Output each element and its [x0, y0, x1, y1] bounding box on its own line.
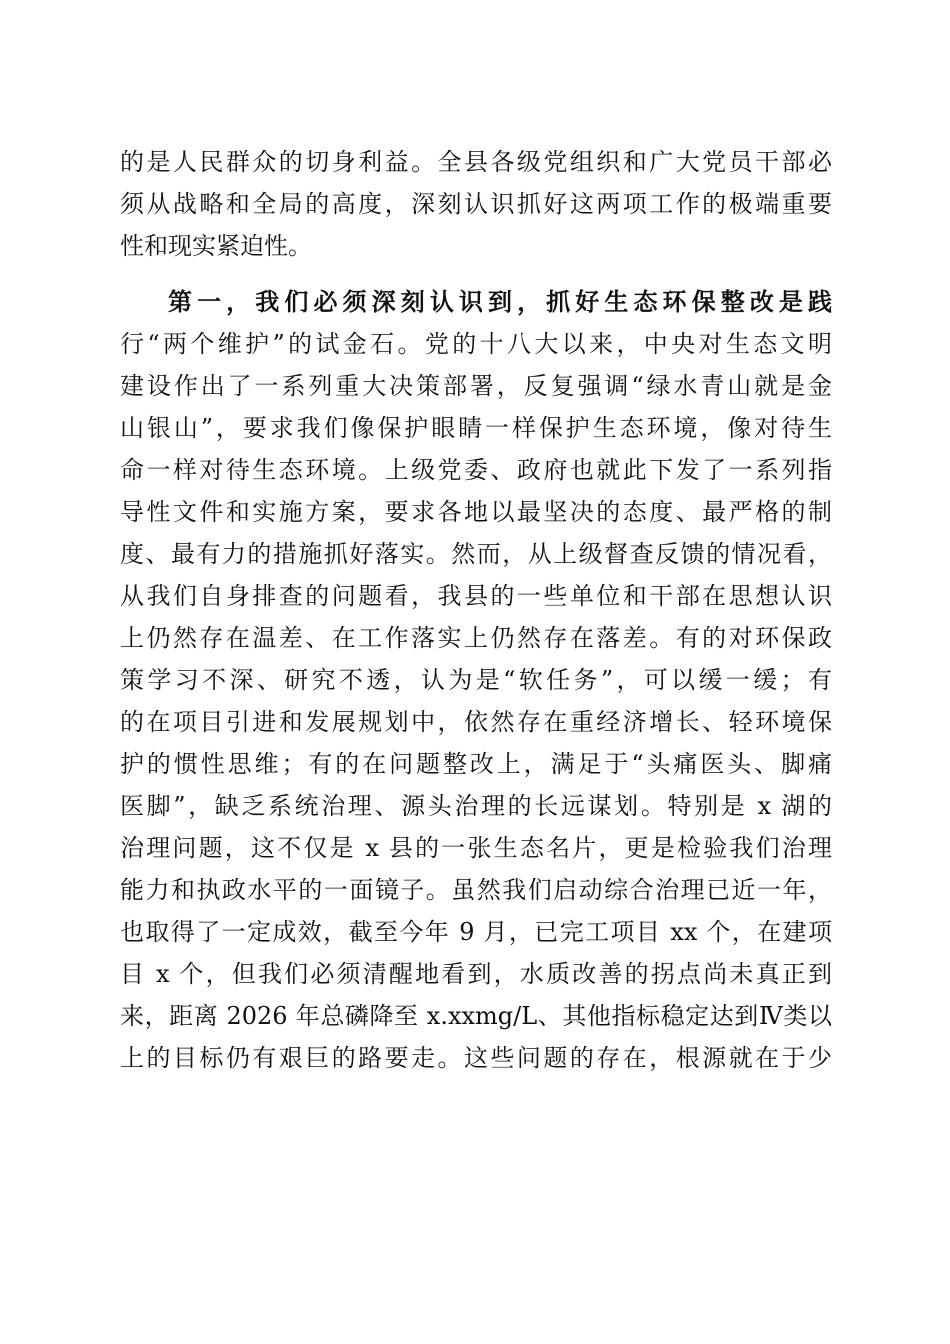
text-line: 来，距离 2026 年总磷降至 x.xxmg/L、其他指标稳定达到Ⅳ类以	[120, 1002, 832, 1030]
paragraph-1	[120, 141, 832, 267]
text-line: 上仍然存在温差、在工作落实上仍然存在落差。有的对环保政	[120, 624, 832, 652]
text-line: 命一样对待生态环境。上级党委、政府也就此下发了一系列指	[120, 456, 832, 484]
document-body	[120, 141, 832, 1079]
text-line: 导性文件和实施方案，要求各地以最坚决的态度、最严格的制	[120, 498, 832, 526]
text-line: 上的目标仍有艰巨的路要走。这些问题的存在，根源就在于少	[120, 1044, 832, 1072]
text-line: 能力和执政水平的一面镜子。虽然我们启动综合治理已近一年，	[120, 876, 832, 904]
text-line: 度、最有力的措施抓好落实。然而，从上级督查反馈的情况看，	[120, 540, 832, 568]
text-line: 建设作出了一系列重大决策部署，反复强调“绿水青山就是金	[120, 372, 832, 400]
text-line: 护的惯性思维；有的在问题整改上，满足于“头痛医头、脚痛	[120, 750, 832, 778]
paragraph-2	[120, 281, 832, 1079]
text-line: 医脚”，缺乏系统治理、源头治理的长远谋划。特别是 x 湖的	[120, 792, 832, 820]
text-line-heading: 第一，我们必须深刻认识到，抓好生态环保整改是践	[168, 287, 832, 316]
text-line: 目 x 个，但我们必须清醒地看到，水质改善的拐点尚未真正到	[120, 960, 832, 988]
text-line: 也取得了一定成效，截至今年 9 月，已完工项目 xx 个，在建项	[120, 918, 832, 946]
text-line: 的在项目引进和发展规划中，依然存在重经济增长、轻环境保	[120, 708, 832, 736]
text-line: 性和现实紧迫性。	[120, 232, 312, 260]
text-line: 策学习不深、研究不透，认为是“软任务”，可以缓一缓；有	[120, 666, 832, 694]
text-line: 治理问题，这不仅是 x 县的一张生态名片，更是检验我们治理	[120, 834, 832, 862]
text-line: 的是人民群众的切身利益。全县各级党组织和广大党员干部必	[120, 148, 832, 176]
text-line: 从我们自身排查的问题看，我县的一些单位和干部在思想认识	[120, 582, 832, 610]
text-line: 须从战略和全局的高度，深刻认识抓好这两项工作的极端重要	[120, 190, 832, 218]
text-line: 行“两个维护”的试金石。党的十八大以来，中央对生态文明	[120, 330, 832, 358]
paragraph-gap	[120, 267, 832, 281]
text-line: 山银山”，要求我们像保护眼睛一样保护生态环境，像对待生	[120, 414, 832, 442]
